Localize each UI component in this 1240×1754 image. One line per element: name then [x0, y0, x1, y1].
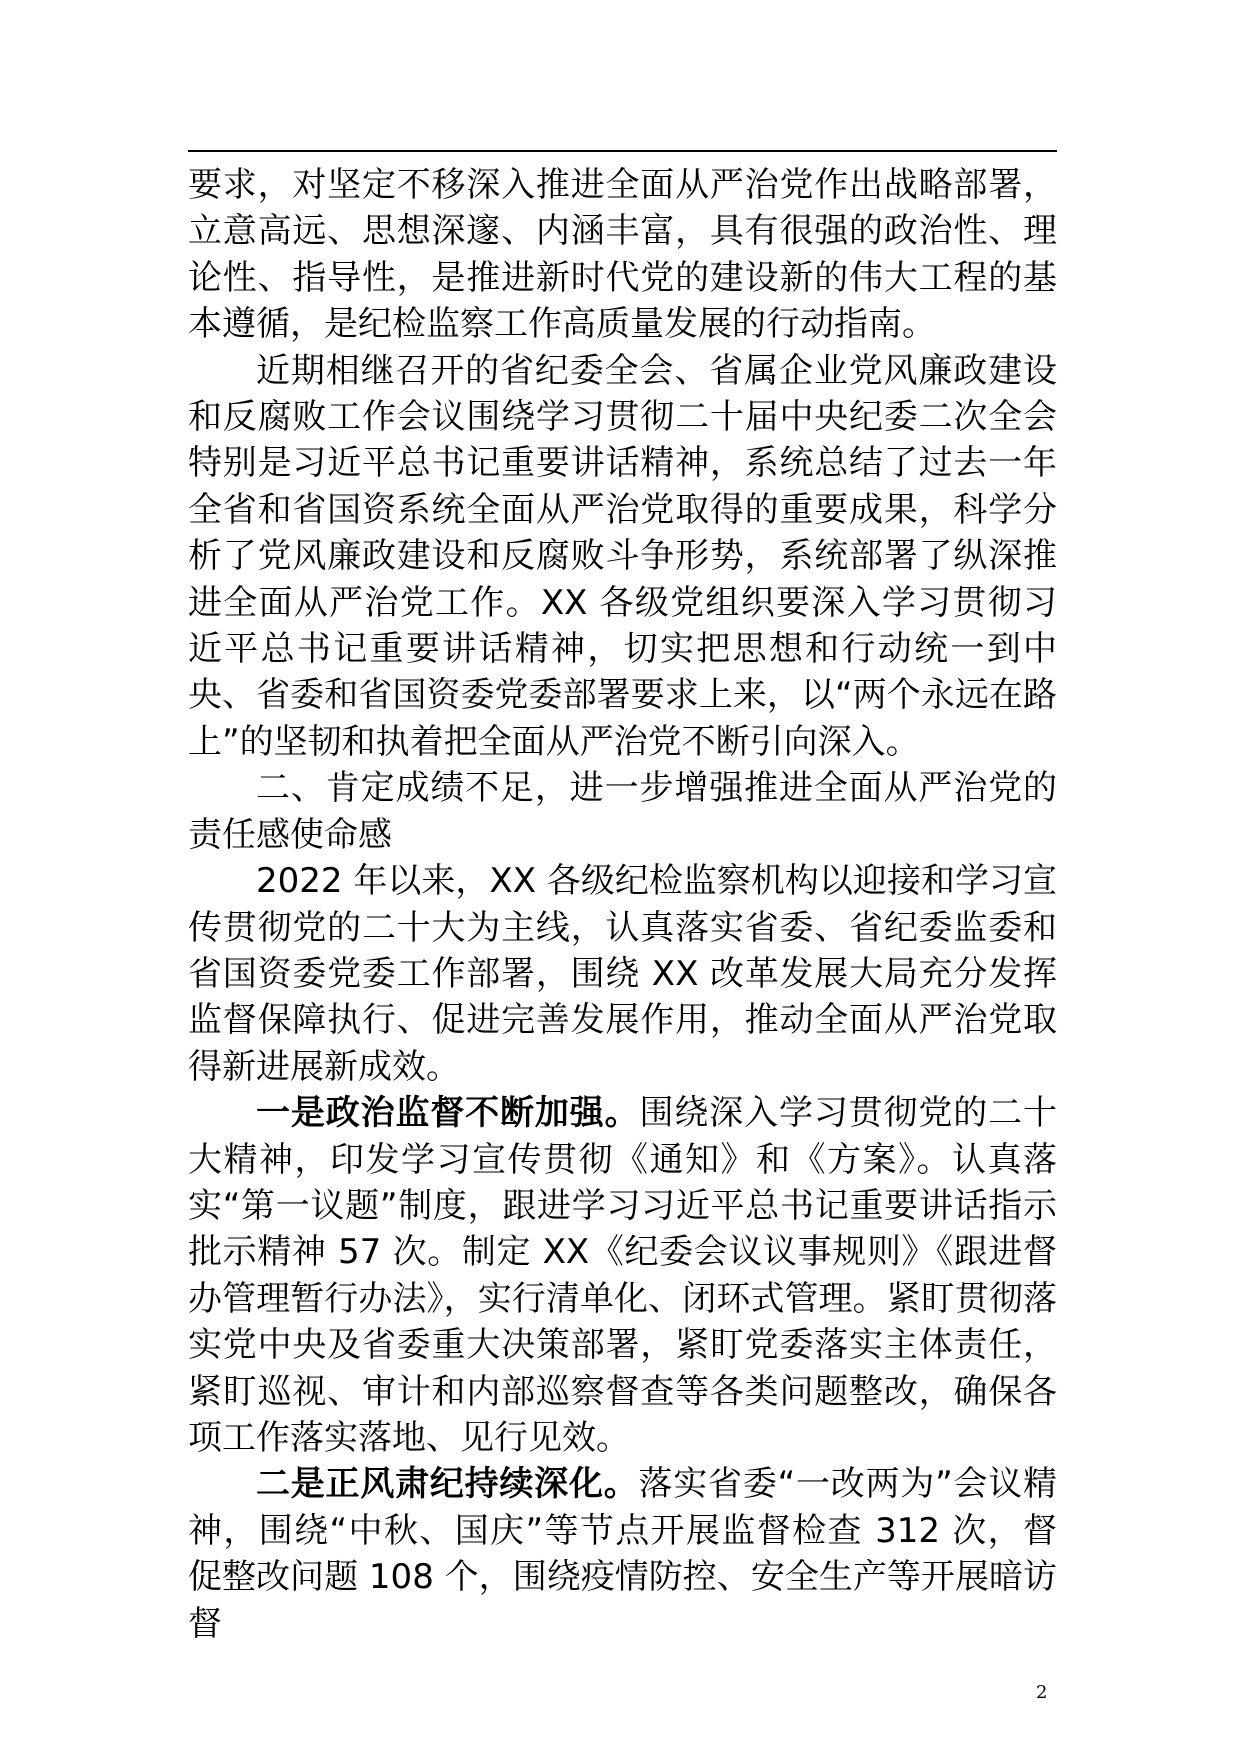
paragraph — [188, 1461, 1057, 1647]
section-heading-text: 二、肯定成绩不足，进一步增强推进全面从严治党的责任感使命感 — [188, 768, 1057, 855]
paragraph-text: 近期相继召开的省纪委全会、省属企业党风廉政建设和反腐败工作会议围绕学习贯彻二十届中央纪委二次全会特别是习近平总书记重要讲话精神，系统总结了过去一年全省和省国资系统全面从严治党取得的重要成果，科学分析了党风廉政建设和反腐败斗争形势，系统部署了纵深推进全面从严治党工作。XX 各级党组织要深入学习贯彻习近平总书记重要讲话精神，切实把思想和行动统一到中央、省委和省国资委党委部署要求上来，以“两个永远在路上”的坚韧和执着把全面从严治党不断引向深入。 — [188, 350, 1057, 762]
page-number: 2 — [1036, 1682, 1048, 1703]
paragraph-text: 落实省委“一改两为”会议精神，围绕“中秋、国庆”等节点开展监督检查 312 次，督促整改问题 108 个，围绕疫情防控、安全生产等开展暗访督 — [188, 1464, 1057, 1644]
section-heading — [188, 765, 1057, 858]
paragraph — [188, 162, 1057, 348]
paragraph-lead: 二是正风肃纪持续深化。 — [256, 1464, 639, 1505]
paragraph-text: 2022 年以来，XX 各级纪检监察机构以迎接和学习宣传贯彻党的二十大为主线，认真落实省委、省纪委监委和省国资委党委工作部署，围绕 XX 改革发展大局充分发挥监督保障执行、促进完善发展作用，推动全面从严治党取得新进展新成效。 — [188, 861, 1057, 1087]
document-body — [188, 162, 1057, 1647]
paragraph — [188, 1090, 1057, 1461]
paragraph — [188, 858, 1057, 1090]
paragraph-text: 围绕深入学习贯彻党的二十大精神，印发学习宣传贯彻《通知》和《方案》。认真落实“第一议题”制度，跟进学习习近平总书记重要讲话指示批示精神 57 次。制定 XX《纪委会议议事规则》《跟进督办管理暂行办法》，实行清单化、闭环式管理。紧盯贯彻落实党中央及省委重大决策部署，紧盯党委落实主体责任，紧盯巡视、审计和内部巡察督查等各类问题整改，确保各项工作落实落地、见行见效。 — [188, 1093, 1057, 1458]
paragraph-text: 要求，对坚定不移深入推进全面从严治党作出战略部署，立意高远、思想深邃、内涵丰富，具有很强的政治性、理论性、指导性，是推进新时代党的建设新的伟大工程的基本遵循，是纪检监察工作高质量发展的行动指南。 — [188, 165, 1057, 345]
paragraph — [188, 348, 1057, 766]
paragraph-lead: 一是政治监督不断加强。 — [256, 1093, 640, 1134]
header-rule — [188, 150, 1057, 152]
